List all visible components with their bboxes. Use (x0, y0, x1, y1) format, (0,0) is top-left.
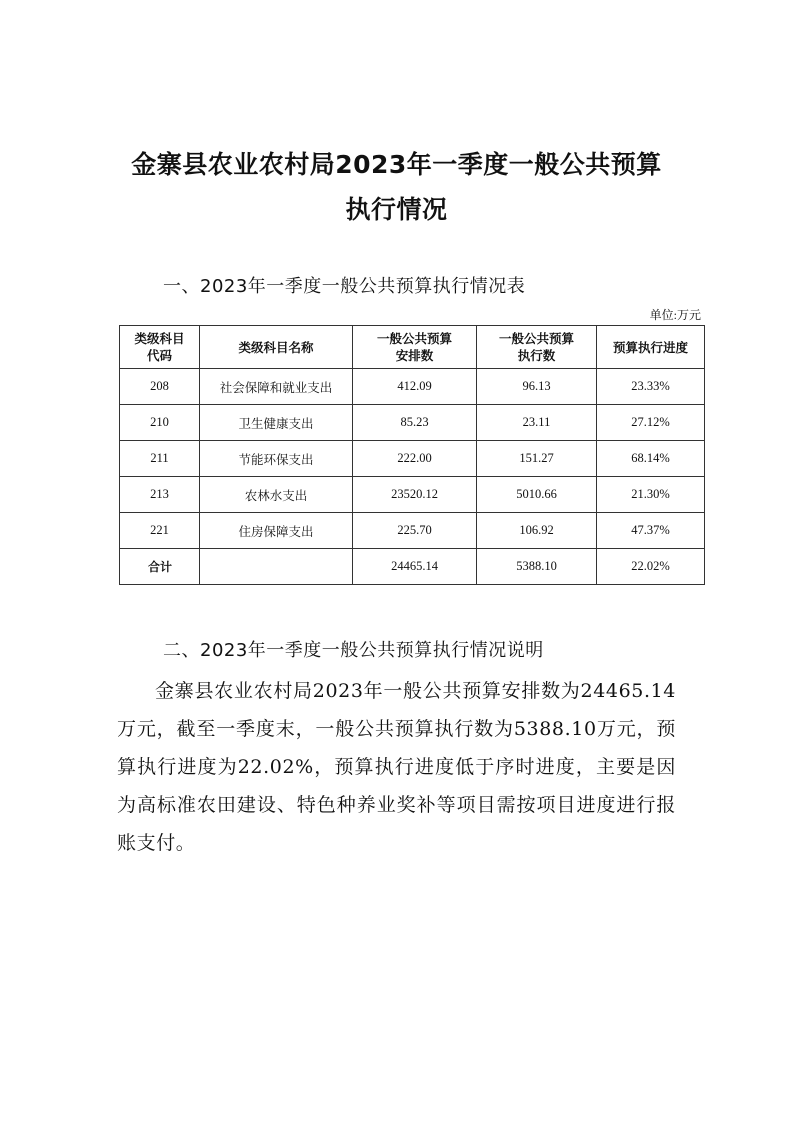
cell-budget: 85.23 (353, 405, 477, 441)
cell-total-label: 合计 (120, 549, 200, 585)
cell-name: 住房保障支出 (200, 513, 353, 549)
cell-progress: 23.33% (597, 369, 705, 405)
cell-executed: 106.92 (477, 513, 597, 549)
header-budget-line-2: 安排数 (395, 348, 434, 363)
header-executed (477, 326, 597, 369)
cell-name: 卫生健康支出 (200, 405, 353, 441)
table-row (120, 369, 705, 405)
cell-budget: 23520.12 (353, 477, 477, 513)
table-row (120, 405, 705, 441)
cell-progress: 68.14% (597, 441, 705, 477)
header-progress (597, 326, 705, 369)
cell-executed: 23.11 (477, 405, 597, 441)
header-budget-line-1: 一般公共预算 (376, 331, 452, 346)
cell-code: 221 (120, 513, 200, 549)
cell-name: 农林水支出 (200, 477, 353, 513)
cell-progress: 27.12% (597, 405, 705, 441)
table-row (120, 477, 705, 513)
cell-total-name (200, 549, 353, 585)
unit-label: 单位:万元 (649, 308, 701, 322)
section-2-heading: 二、2023年一季度一般公共预算执行情况说明 (163, 640, 544, 661)
cell-budget: 225.70 (353, 513, 477, 549)
cell-total-progress: 22.02% (597, 549, 705, 585)
header-name-text: 类级科目名称 (238, 339, 314, 355)
cell-code: 211 (120, 441, 200, 477)
table-header-row (120, 326, 705, 369)
header-code (120, 326, 200, 369)
cell-code: 208 (120, 369, 200, 405)
cell-executed: 5010.66 (477, 477, 597, 513)
header-name (200, 326, 353, 369)
cell-total-budget: 24465.14 (353, 549, 477, 585)
table-row (120, 513, 705, 549)
budget-execution-table (119, 325, 705, 585)
header-code-line-2: 代码 (146, 348, 172, 363)
header-executed-line-2: 执行数 (517, 348, 556, 363)
cell-total-executed: 5388.10 (477, 549, 597, 585)
cell-code: 210 (120, 405, 200, 441)
cell-executed: 96.13 (477, 369, 597, 405)
explanation-paragraph: 金寨县农业农村局2023年一般公共预算安排数为24465.14万元，截至一季度末，一般公共预算执行数为5388.10万元，预算执行进度为22.02%，预算执行进度低于序时进度，主要是因为高标准农田建设、特色种养业奖补等项目需按项目进度进行报账支付。 (117, 680, 676, 854)
header-executed-line-1: 一般公共预算 (498, 331, 574, 346)
header-budget (353, 326, 477, 369)
header-code-line-1: 类级科目 (134, 331, 185, 346)
table-total-row (120, 549, 705, 585)
document-title-line-1: 金寨县农业农村局2023年一季度一般公共预算 (131, 150, 662, 179)
cell-budget: 412.09 (353, 369, 477, 405)
cell-progress: 47.37% (597, 513, 705, 549)
cell-budget: 222.00 (353, 441, 477, 477)
header-progress-text: 预算执行进度 (612, 339, 688, 355)
document-title-line-2: 执行情况 (345, 195, 448, 224)
cell-progress: 21.30% (597, 477, 705, 513)
cell-executed: 151.27 (477, 441, 597, 477)
table-row (120, 441, 705, 477)
section-1-heading: 一、2023年一季度一般公共预算执行情况表 (163, 276, 526, 297)
cell-name: 社会保障和就业支出 (200, 369, 353, 405)
cell-code: 213 (120, 477, 200, 513)
cell-name: 节能环保支出 (200, 441, 353, 477)
